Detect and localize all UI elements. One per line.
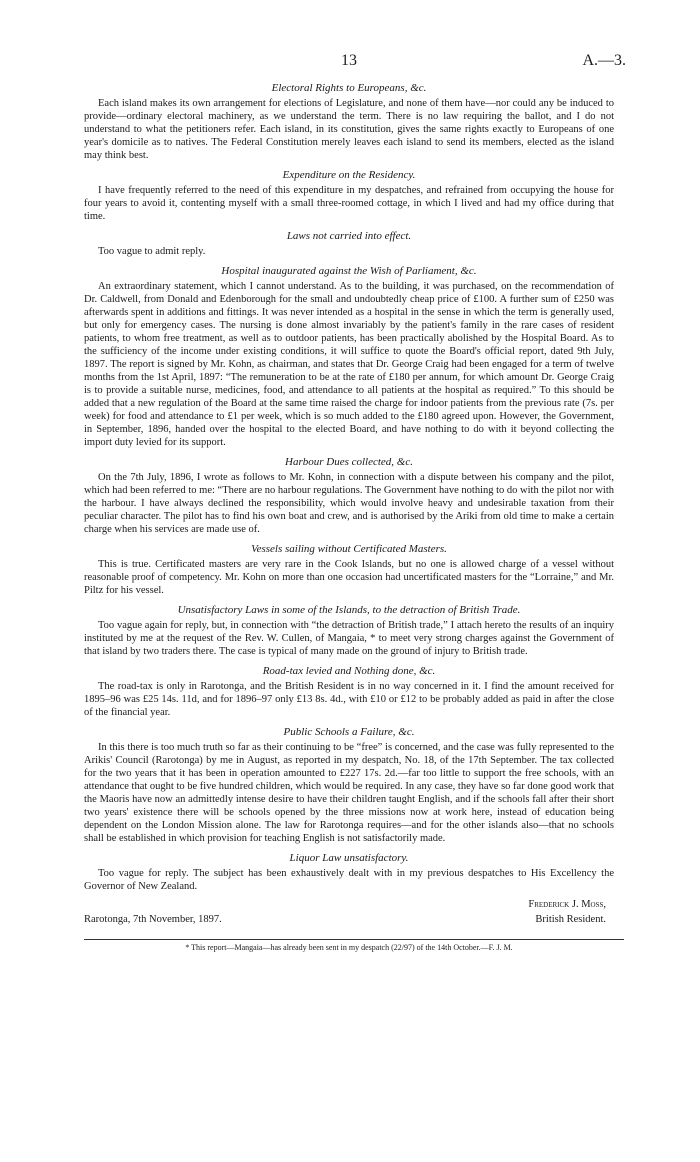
paragraph-harbour-dues: On the 7th July, 1896, I wrote as follows to Mr. Kohn, in connection with a dispute between his company and the pilot, which had been referred to me: “There are no harbour regulations. The Government have nothing to do with the pilot nor with the harbour. I have always declined the responsibility, which would involve heavy and undesirable taxation from their peculiar character. The pilot has to find his own boat and crew, and is authorised by the Ariki from old time to make a certain charge when his services are made use of. [84,472,614,535]
paragraph-laws-not-carried: Too vague to admit reply. [98,246,206,257]
page-number: 13 [341,52,357,69]
page-header [84,50,626,72]
paragraph-hospital: An extraordinary statement, which I cannot understand. As to the building, it was purchased, on the recommendation of Dr. Caldwell, from Donald and Edenborough for the small and undoubtedly cheap price of £100. A further sum of £250 was afterwards spent in additions and fittings. It was never intended as a hospital in the sense in which the term is generally used, but only for emergency cases. The nursing is done almost invariably by the patient's family in the rare cases of resident patients, to whom free treatment, as well as to outdoor patients, has been practically abolished by the Hospital Board. As to the sufficiency of the income under existing conditions, it will suffice to quote the Board's official report, dated 9th July, 1897. The report is signed by Mr. Kohn, as chairman, and states that Dr. George Craig had been engaged for a term of twelve months from the 1st April, 1897: “The remuneration to be at the rate of £180 per annum, for which amount Dr. George Craig is to provide a suitable nurse, medicines, food, and attendance to all patients at the hospital as required.” To this should be added that a new regulation of the Board at the same time raised the charge for indoor patients from the previous rate (7s. per week) for food and attendance to £1 per week, which is so much added to the £180 agreed upon. However, the Government, in September, 1896, handed over the hospital to the elected Board, and have nothing to do with it beyond collecting the import duty levied for its support. [84,281,614,448]
footnote: * This report—Mangaia—has already been sent in my despatch (22/97) of the 14th October.—F. J. M. [185,943,513,952]
section-heading-liquor-law: Liquor Law unsatisfactory. [289,852,409,864]
section-heading-vessels: Vessels sailing without Certificated Masters. [251,543,447,555]
paragraph-road-tax: The road-tax is only in Rarotonga, and the British Resident is in no way concerned in it. I find the amount received for 1895–96 was £25 14s. 11d, and for 1896–97 only £13 8s. 4d., with £10 or £12 to be probably added as paid in after the close of the financial year. [84,681,614,718]
place-and-date: Rarotonga, 7th November, 1897. [84,914,222,925]
section-heading-public-schools: Public Schools a Failure, &c. [283,726,415,738]
signatory-name: Frederick J. Moss, [528,899,606,910]
section-heading-residency: Expenditure on the Residency. [282,169,416,181]
document-reference: A.—3. [582,52,626,69]
signature-block [84,899,614,933]
paragraph-vessels: This is true. Certificated masters are very rare in the Cook Islands, but no one is allowed charge of a vessel without reasonable proof of competency. Mr. Kohn on more than one occasion had uncertificated masters for the “Lorraine,” and Mr. Piltz for his vessel. [84,559,614,596]
paragraph-public-schools: In this there is too much truth so far as their continuing to be “free” is concerned, and the case was fully represented to the Arikis' Council (Rarotonga) by me in August, as reported in my despatch, No. 18, of the 17th September. The tax collected for the two years that it has been in operation amounted to £227 17s. 2d.—far too little to support the free schools, with an attendance that ought to be five hundred children, which would be required. In any case, they have so far done good work that the Maoris have now an admittedly intense desire to have their children taught English, and if the schools fall after their short two years' existence there will be schools opened by the three missions now at work here, instead of education being dependent on the London Mission alone. The law for Rarotonga requires—and for the other islands also—that no schools shall be established in which provision for teaching English is not satisfactorily made. [84,742,614,844]
paragraph-unsatisfactory-laws: Too vague again for reply, but, in connection with “the detraction of British trade,” I attach hereto the results of an inquiry instituted by me at the request of the Rev. W. Cullen, of Mangaia, * to meet very strong charges against the Government of that island by two traders there. The case is typical of many made on the ground of injury to British trade. [84,620,614,657]
paragraph-liquor-law: Too vague for reply. The subject has been exhaustively dealt with in my previous despatches to His Excellency the Governor of New Zealand. [84,868,614,892]
section-heading-harbour-dues: Harbour Dues collected, &c. [285,456,413,468]
paragraph-electoral-rights: Each island makes its own arrangement for elections of Legislature, and none of them have—nor could any be induced to provide—ordinary electoral machinery, as we understand the term. There is no law requiring the ballot, and I do not understand to what the petitioners refer. Each island, in its constitution, gives the same rights exactly to Europeans of one year's domicile as to natives. The Federal Constitution merely leaves each island to send its members, elected as the island may think best. [84,98,614,161]
footnote-divider [84,939,624,940]
signatory-title: British Resident. [535,914,606,925]
document-page [84,50,626,953]
section-heading-road-tax: Road-tax levied and Nothing done, &c. [262,665,436,677]
section-heading-unsatisfactory-laws: Unsatisfactory Laws in some of the Islands, to the detraction of British Trade. [177,604,521,616]
section-heading-hospital: Hospital inaugurated against the Wish of Parliament, &c. [221,265,477,277]
section-heading-electoral-rights: Electoral Rights to Europeans, &c. [271,82,427,94]
section-heading-laws-not-carried: Laws not carried into effect. [286,230,412,242]
paragraph-residency: I have frequently referred to the need of this expenditure in my despatches, and refrained from occupying the house for four years to avoid it, contenting myself with a small three-roomed cottage, in which I lived and had my office during that time. [84,185,614,222]
